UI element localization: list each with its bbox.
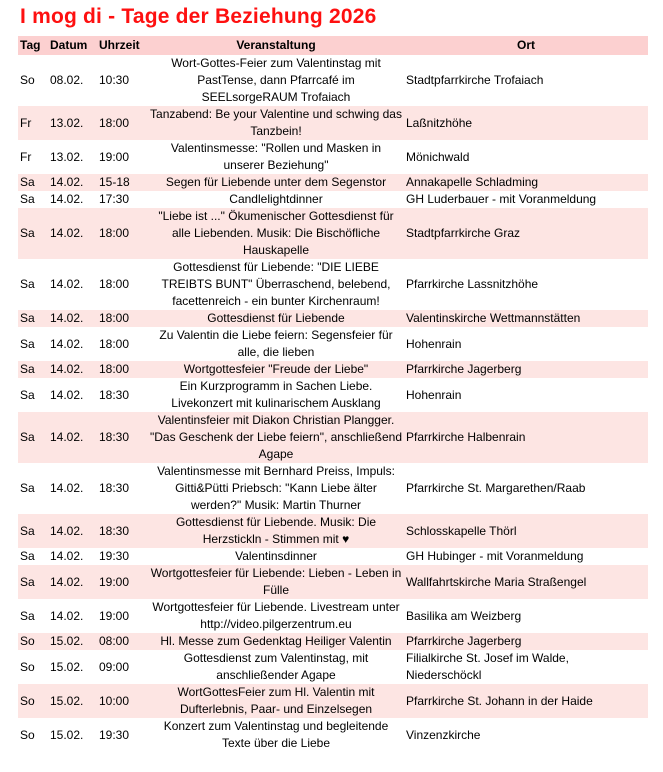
table-row: [18, 361, 648, 378]
cell-tag: So: [18, 633, 48, 650]
cell-ort: Valentinskirche Wettmannstätten: [404, 310, 648, 327]
cell-ort: Filialkirche St. Josef im Walde, Niederschöckl: [404, 650, 648, 684]
cell-datum: 15.02.: [48, 650, 97, 684]
cell-uhrzeit: 18:30: [97, 514, 148, 548]
table-row: [18, 208, 648, 259]
cell-datum: 14.02.: [48, 327, 97, 361]
cell-datum: 14.02.: [48, 599, 97, 633]
cell-datum: 08.02.: [48, 55, 97, 106]
cell-datum: 13.02.: [48, 140, 97, 174]
cell-ort: Schlosskapelle Thörl: [404, 514, 648, 548]
cell-veranstaltung: Konzert zum Valentinstag und begleitende Texte über die Liebe: [148, 718, 404, 752]
events-table: [18, 36, 648, 752]
cell-uhrzeit: 19:30: [97, 548, 148, 565]
table-row: [18, 327, 648, 361]
table-row: [18, 174, 648, 191]
cell-uhrzeit: 17:30: [97, 191, 148, 208]
cell-uhrzeit: 19:00: [97, 599, 148, 633]
header-uhrzeit: Uhrzeit: [97, 36, 148, 55]
cell-veranstaltung: Gottesdienst zum Valentinstag, mit anschließender Agape: [148, 650, 404, 684]
cell-ort: Hohenrain: [404, 378, 648, 412]
cell-datum: 14.02.: [48, 174, 97, 191]
cell-ort: Hohenrain: [404, 327, 648, 361]
cell-tag: Fr: [18, 140, 48, 174]
table-row: [18, 140, 648, 174]
cell-datum: 14.02.: [48, 259, 97, 310]
cell-tag: So: [18, 650, 48, 684]
cell-tag: Sa: [18, 259, 48, 310]
table-row: [18, 650, 648, 684]
table-row: [18, 599, 648, 633]
cell-ort: Stadtpfarrkirche Trofaiach: [404, 55, 648, 106]
cell-uhrzeit: 18:00: [97, 106, 148, 140]
cell-datum: 15.02.: [48, 684, 97, 718]
cell-tag: So: [18, 684, 48, 718]
cell-tag: Sa: [18, 208, 48, 259]
cell-tag: Sa: [18, 191, 48, 208]
cell-veranstaltung: Zu Valentin die Liebe feiern: Segensfeier für alle, die lieben: [148, 327, 404, 361]
cell-tag: Sa: [18, 327, 48, 361]
cell-ort: Wallfahrtskirche Maria Straßengel: [404, 565, 648, 599]
cell-uhrzeit: 18:00: [97, 327, 148, 361]
cell-ort: Pfarrkirche St. Johann in der Haide: [404, 684, 648, 718]
cell-tag: So: [18, 718, 48, 752]
cell-datum: 15.02.: [48, 718, 97, 752]
cell-veranstaltung: Gottesdienst für Liebende. Musik: Die Herzstickln - Stimmen mit ♥: [148, 514, 404, 548]
header-veranstaltung: Veranstaltung: [148, 36, 404, 55]
cell-veranstaltung: WortGottesFeier zum Hl. Valentin mit Dufterlebnis, Paar- und Einzelsegen: [148, 684, 404, 718]
cell-tag: Sa: [18, 599, 48, 633]
cell-uhrzeit: 19:30: [97, 718, 148, 752]
cell-veranstaltung: Valentinsfeier mit Diakon Christian Plangger. "Das Geschenk der Liebe feiern", anschließend Agape: [150, 413, 402, 461]
table-row: [18, 106, 648, 140]
cell-datum: 14.02.: [48, 463, 97, 514]
cell-datum: 14.02.: [48, 514, 97, 548]
table-row: [18, 310, 648, 327]
table-row: [18, 548, 648, 565]
cell-tag: So: [18, 55, 48, 106]
cell-uhrzeit: 09:00: [97, 650, 148, 684]
cell-datum: 13.02.: [48, 106, 97, 140]
cell-datum: 14.02.: [48, 361, 97, 378]
header-ort: Ort: [404, 36, 648, 55]
table-row: [18, 378, 648, 412]
cell-ort: Vinzenzkirche: [404, 718, 648, 752]
cell-datum: 14.02.: [48, 412, 97, 463]
cell-datum: 15.02.: [48, 633, 97, 650]
table-row: [18, 259, 648, 310]
cell-uhrzeit: 18:30: [97, 463, 148, 514]
cell-tag: Sa: [18, 174, 48, 191]
cell-datum: 14.02.: [48, 310, 97, 327]
cell-tag: Sa: [18, 565, 48, 599]
cell-tag: Sa: [18, 361, 48, 378]
cell-uhrzeit: 18:30: [97, 412, 148, 463]
cell-veranstaltung: Valentinsdinner: [148, 548, 404, 565]
cell-ort: Stadtpfarrkirche Graz: [404, 208, 648, 259]
cell-uhrzeit: 19:00: [97, 565, 148, 599]
cell-veranstaltung: Gottesdienst für Liebende: [148, 310, 404, 327]
table-row: [18, 463, 648, 514]
cell-uhrzeit: 18:00: [97, 208, 148, 259]
table-row: [18, 684, 648, 718]
cell-veranstaltung: Wortgottesfeier "Freude der Liebe": [148, 361, 404, 378]
cell-tag: Fr: [18, 106, 48, 140]
cell-ort: GH Hubinger - mit Voranmeldung: [404, 548, 648, 565]
cell-veranstaltung: Tanzabend: Be your Valentine und schwing das Tanzbein!: [148, 106, 404, 140]
cell-veranstaltung: Wortgottesfeier für Liebende: Lieben - Leben in Fülle: [148, 565, 404, 599]
cell-veranstaltung: Valentinsmesse: "Rollen und Masken in unserer Beziehung": [148, 140, 404, 174]
cell-datum: 14.02.: [48, 208, 97, 259]
cell-veranstaltung: "Liebe ist ..." Ökumenischer Gottesdienst für alle Liebenden. Musik: Die Bischöfliche Hauskapelle: [148, 208, 404, 259]
cell-tag: Sa: [18, 548, 48, 565]
cell-ort: Pfarrkirche St. Margarethen/Raab: [404, 463, 648, 514]
cell-veranstaltung: Wort-Gottes-Feier zum Valentinstag mit PastTense, dann Pfarrcafé im SEELsorgeRAUM Trofaiach: [148, 55, 404, 106]
page-title: I mog di - Tage der Beziehung 2026: [20, 5, 377, 28]
table-row: [18, 514, 648, 548]
header-datum: Datum: [48, 36, 97, 55]
table-row: [18, 55, 648, 106]
cell-uhrzeit: 08:00: [97, 633, 148, 650]
cell-uhrzeit: 15-18: [97, 174, 148, 191]
header-tag: Tag: [18, 36, 48, 55]
cell-ort: Pfarrkirche Halbenrain: [404, 412, 648, 463]
cell-ort: Annakapelle Schladming: [404, 174, 648, 191]
cell-ort: Basilika am Weizberg: [404, 599, 648, 633]
cell-tag: Sa: [18, 514, 48, 548]
cell-uhrzeit: 18:00: [97, 310, 148, 327]
cell-datum: 14.02.: [48, 565, 97, 599]
cell-veranstaltung: Gottesdienst für Liebende: "DIE LIEBE TREIBTS BUNT" Überraschend, belebend, facettenreich - ein bunter Kirchenraum!: [148, 259, 404, 310]
cell-tag: Sa: [18, 412, 48, 463]
table-header-row: [18, 36, 648, 55]
cell-uhrzeit: 18:30: [97, 378, 148, 412]
cell-ort: Pfarrkirche Jagerberg: [404, 361, 648, 378]
cell-ort: Laßnitzhöhe: [404, 106, 648, 140]
cell-veranstaltung: Segen für Liebende unter dem Segenstor: [148, 174, 404, 191]
events-table-body: [18, 55, 648, 752]
cell-tag: Sa: [18, 463, 48, 514]
cell-ort: Mönichwald: [404, 140, 648, 174]
cell-ort: GH Luderbauer - mit Voranmeldung: [404, 191, 648, 208]
table-row: [18, 718, 648, 752]
table-row: [18, 633, 648, 650]
cell-datum: 14.02.: [48, 378, 97, 412]
cell-uhrzeit: 10:30: [97, 55, 148, 106]
table-row: [18, 412, 648, 463]
table-row: [18, 565, 648, 599]
cell-veranstaltung: Ein Kurzprogramm in Sachen Liebe. Livekonzert mit kulinarischem Ausklang: [148, 378, 404, 412]
cell-uhrzeit: 18:00: [97, 361, 148, 378]
cell-ort: Pfarrkirche Lassnitzhöhe: [404, 259, 648, 310]
cell-veranstaltung: Wortgottesfeier für Liebende. Livestream unter http://video.pilgerzentrum.eu: [148, 599, 404, 633]
cell-uhrzeit: 10:00: [97, 684, 148, 718]
cell-uhrzeit: 19:00: [97, 140, 148, 174]
cell-datum: 14.02.: [48, 548, 97, 565]
cell-tag: Sa: [18, 310, 48, 327]
cell-ort: Pfarrkirche Jagerberg: [404, 633, 648, 650]
cell-veranstaltung: Hl. Messe zum Gedenktag Heiliger Valentin: [148, 633, 404, 650]
cell-veranstaltung: Candlelightdinner: [148, 191, 404, 208]
cell-uhrzeit: 18:00: [97, 259, 148, 310]
events-table-head: [18, 36, 648, 55]
cell-tag: Sa: [18, 378, 48, 412]
cell-datum: 14.02.: [48, 191, 97, 208]
cell-veranstaltung: Valentinsmesse mit Bernhard Preiss, Impuls: Gitti&Pütti Priebsch: "Kann Liebe älter werden?" Musik: Martin Thurner: [148, 463, 404, 514]
table-row: [18, 191, 648, 208]
